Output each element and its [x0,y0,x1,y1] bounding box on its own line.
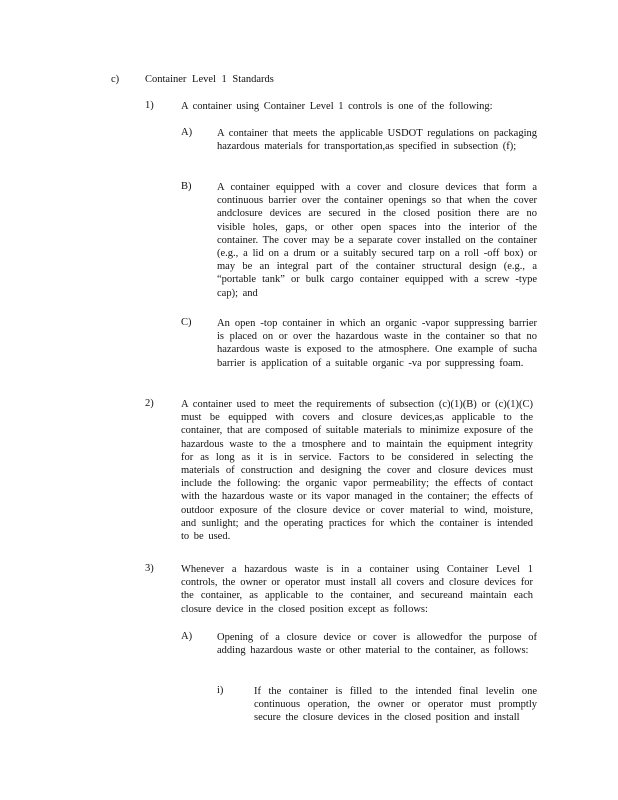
item-3a-label: A) [181,631,193,642]
item-1b-label: B) [181,181,192,192]
item-1c-text: An open -top container in which an organic -vapor suppressing barrier is placed on or over the hazardous waste in the container so that no hazardous waste is exposed to the atmosphere. One example of sucha barrier is application of a suitable organic -va por suppressing foam. [217,318,537,369]
item-3a-text: Opening of a closure device or cover is allowedfor the purpose of adding hazardous waste or other material to the container, as follows: [217,632,537,657]
section-label: c) [111,74,120,85]
item-3-label: 3) [145,563,154,574]
item-1a-text: A container that meets the applicable USDOT regulations on packaging hazardous materials for transportation,as specified in subsection (f); [217,128,537,153]
item-1a-label: A) [181,127,193,138]
item-2-label: 2) [145,398,154,409]
item-3-text: Whenever a hazardous waste is in a container using Container Level 1 controls, the owner or operator must install all covers and closure devices for the container, as applicable to the container, and secureand maintain each closure device in the closed position except as follows: [181,564,533,615]
item-1-label: 1) [145,100,154,111]
item-3ai-text: If the container is filled to the intended final levelin one continuous operation, the owner or operator must promptly secure the closure devices in the closed position and install [254,686,537,724]
item-1-text: A container using Container Level 1 controls is one of the following: [181,101,493,112]
item-3ai-label: i) [217,685,224,696]
item-1c-label: C) [181,317,192,328]
item-2-text: A container used to meet the requirements of subsection (c)(1)(B) or (c)(1)(C) must be equipped with covers and closure devices,as applicable to the container, that are composed of suitable materials to minimize exposure of the hazardous waste to the a tmosphere and to maintain the equipment integrity for as long as it is in service. Factors to be considered in selecting the materials of construction and designing the cover and closure devices must include the following: the organic vapor permeability; the effects of contact with the hazardous waste or its vapor managed in the container; the effects of outdoor exposure of the closure device or cover material to wind, moisture, and sunlight; and the operating practices for which the container is intended to be used. [181,399,533,543]
section-title: Container Level 1 Standards [145,74,274,85]
item-1b-text: A container equipped with a cover and closure devices that form a continuous barrier over the container openings so that when the cover andclosure devices are secured in the closed position there are no visible holes, gaps, or other open spaces into the interior of the container. The cover may be a separate cover installed on the container (e.g., a lid on a drum or a suitably secured tarp on a roll -off box) or may be an integral part of the container structural design (e.g., a “portable tank” or bulk cargo container equipped with a screw -type cap); and [217,182,537,299]
